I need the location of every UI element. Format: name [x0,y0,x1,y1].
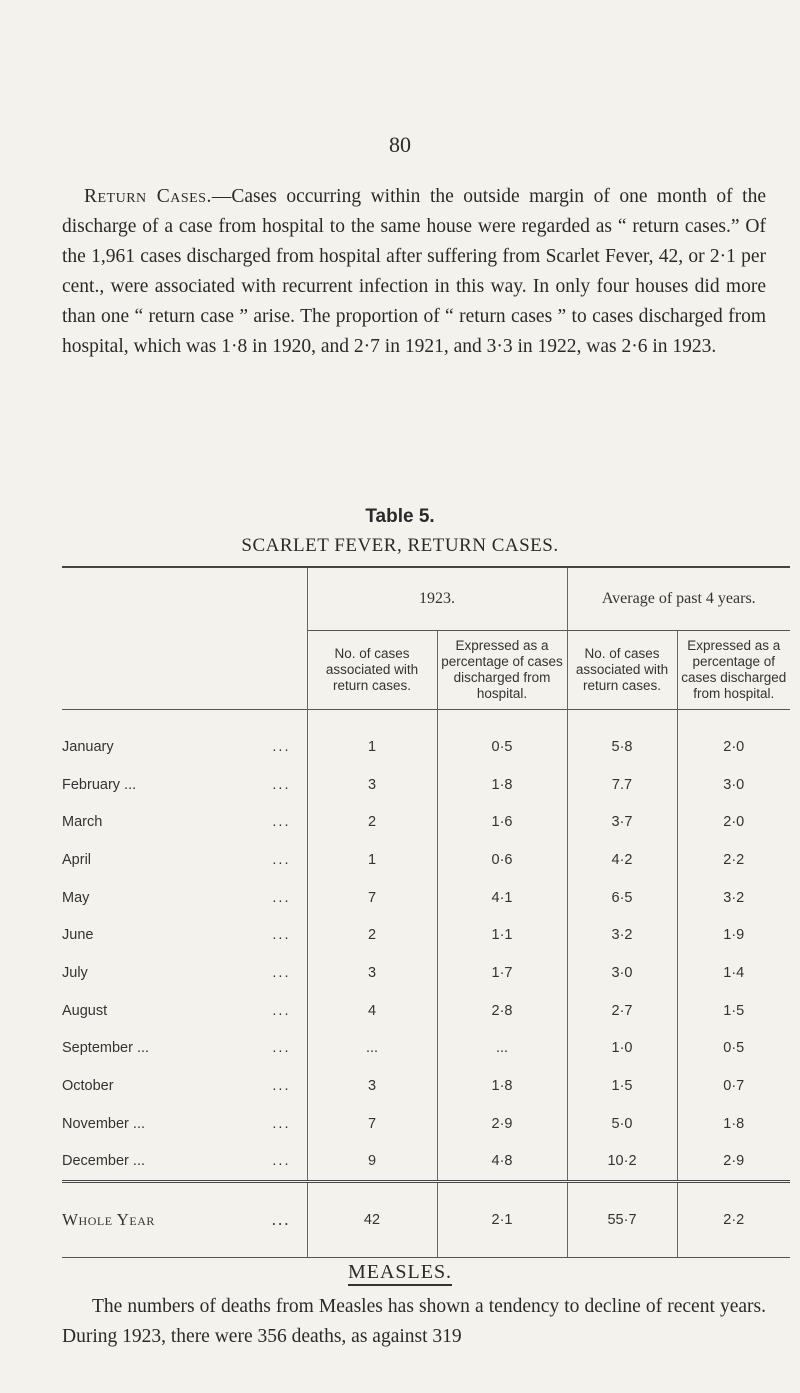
cell-1923-cases: 7 [307,1105,437,1143]
cell-1923-cases: 2 [307,803,437,841]
measles-paragraph [62,1292,766,1352]
cell-1923-cases: ... [307,1030,437,1068]
cell-avg-percentage: 2·0 [677,803,790,841]
leader-dots: ... [271,1210,291,1230]
total-cell-avg-cases: 55·7 [567,1182,677,1258]
total-cell-avg-percentage: 2·2 [677,1182,790,1258]
return-cases-paragraph [62,182,766,362]
cell-avg-percentage: 1·5 [677,992,790,1030]
month-label: March [62,814,103,831]
leader-dots: ... [272,1153,291,1170]
cell-1923-cases: 3 [307,1067,437,1105]
table-row [62,1030,790,1068]
measles-text: The numbers of deaths from Measles has shown a tendency to decline of recent years. During 1923, there were 356 deaths, as against 319 [62,1296,766,1347]
cell-1923-percentage: 0·6 [437,841,567,879]
leader-dots: ... [272,738,291,755]
table-row [62,954,790,992]
month-label: August [62,1002,108,1019]
month-label: April [62,851,92,868]
total-cell-1923-percentage: 2·1 [437,1182,567,1258]
cell-1923-percentage: 1·1 [437,916,567,954]
group-header-1923: 1923. [307,568,567,631]
leader-dots: ... [272,1002,291,1019]
cell-avg-cases: 7.7 [567,766,677,804]
group-header-average: Average of past 4 years. [567,568,790,631]
cell-avg-cases: 2·7 [567,992,677,1030]
cell-avg-percentage: 3·0 [677,766,790,804]
cell-avg-percentage: 2·9 [677,1143,790,1182]
cell-avg-cases: 5·8 [567,710,677,766]
cell-avg-cases: 10·2 [567,1143,677,1182]
cell-avg-percentage: 2·0 [677,710,790,766]
cell-1923-percentage: 1·7 [437,954,567,992]
col-header-1923-cases: No. of cases associated with return cases. [307,631,437,710]
cell-avg-cases: 3·2 [567,916,677,954]
cell-avg-cases: 4·2 [567,841,677,879]
cell-avg-percentage: 3·2 [677,879,790,917]
page-number: 80 [389,132,411,157]
cell-1923-cases: 7 [307,879,437,917]
table-row [62,710,790,766]
table-row [62,992,790,1030]
paragraph-text: —Cases occurring within the outside margin of one month of the discharge of a case from hospital to the same house were regarded as “ return cases.” Of the 1,961 cases discharged from hospital after suffering from Scarlet Fever, 42, or 2·1 per cent., were associated with recurrent infection in this way. In only four houses did more than one “ return case ” arise. The proportion of “ return cases ” to cases discharged from hospital, which was 1·8 in 1920, and 2·7 in 1921, and 3·3 in 1922, was 2·6 in 1923. [62,186,766,357]
cell-1923-cases: 3 [307,766,437,804]
cell-avg-percentage: 0·7 [677,1067,790,1105]
cell-1923-percentage: 1·8 [437,1067,567,1105]
cell-1923-cases: 4 [307,992,437,1030]
cell-1923-percentage: 2·8 [437,992,567,1030]
paragraph-heading: Return Cases. [84,186,212,207]
month-label: July [62,964,88,981]
col-header-avg-cases: No. of cases associated with return cases. [567,631,677,710]
cell-1923-percentage: 1·8 [437,766,567,804]
total-cell-1923-cases: 42 [307,1182,437,1258]
col-header-avg-percentage: Expressed as a percentage of cases discharged from hospital. [677,631,790,710]
return-cases-table [62,566,790,1258]
month-label: November ... [62,1115,145,1132]
table-title: Table 5. [365,506,435,527]
leader-dots: ... [272,851,291,868]
cell-1923-cases: 1 [307,841,437,879]
cell-avg-cases: 6·5 [567,879,677,917]
leader-dots: ... [272,1078,291,1095]
table-row [62,841,790,879]
table-row [62,879,790,917]
table-subtitle: SCARLET FEVER, RETURN CASES. [241,535,559,556]
cell-1923-percentage: 2·9 [437,1105,567,1143]
leader-dots: ... [272,776,291,793]
month-label: January [62,738,114,755]
cell-1923-cases: 2 [307,916,437,954]
cell-1923-percentage: 1·6 [437,803,567,841]
cell-1923-percentage: 0·5 [437,710,567,766]
total-label: Whole Year [62,1210,155,1230]
table-row [62,916,790,954]
month-label: June [62,927,94,944]
blank-subheader [62,631,307,710]
cell-1923-cases: 3 [307,954,437,992]
cell-avg-cases: 1·0 [567,1030,677,1068]
month-label: October [62,1078,114,1095]
cell-avg-percentage: 1·9 [677,916,790,954]
month-label: September ... [62,1040,150,1057]
table-row [62,766,790,804]
cell-1923-cases: 9 [307,1143,437,1182]
table-row [62,1067,790,1105]
month-header-cell [62,568,307,631]
leader-dots: ... [272,814,291,831]
cell-avg-percentage: 1·8 [677,1105,790,1143]
leader-dots: ... [272,889,291,906]
leader-dots: ... [272,1115,291,1132]
leader-dots: ... [272,964,291,981]
table-row [62,803,790,841]
month-label: February ... [62,776,137,793]
cell-avg-percentage: 1·4 [677,954,790,992]
col-header-1923-percentage: Expressed as a percentage of cases discharged from hospital. [437,631,567,710]
cell-1923-cases: 1 [307,710,437,766]
cell-avg-cases: 5·0 [567,1105,677,1143]
cell-1923-percentage: ... [437,1030,567,1068]
measles-title: MEASLES. [348,1261,452,1286]
leader-dots: ... [272,927,291,944]
measles-heading [0,1261,800,1284]
cell-1923-percentage: 4·1 [437,879,567,917]
cell-avg-percentage: 2·2 [677,841,790,879]
table-row [62,1143,790,1182]
leader-dots: ... [272,1040,291,1057]
cell-avg-percentage: 0·5 [677,1030,790,1068]
cell-avg-cases: 3·7 [567,803,677,841]
table-row-total [62,1182,790,1258]
cell-avg-cases: 1·5 [567,1067,677,1105]
month-label: May [62,889,90,906]
cell-avg-cases: 3·0 [567,954,677,992]
month-label: December ... [62,1153,145,1170]
cell-1923-percentage: 4·8 [437,1143,567,1182]
table-row [62,1105,790,1143]
